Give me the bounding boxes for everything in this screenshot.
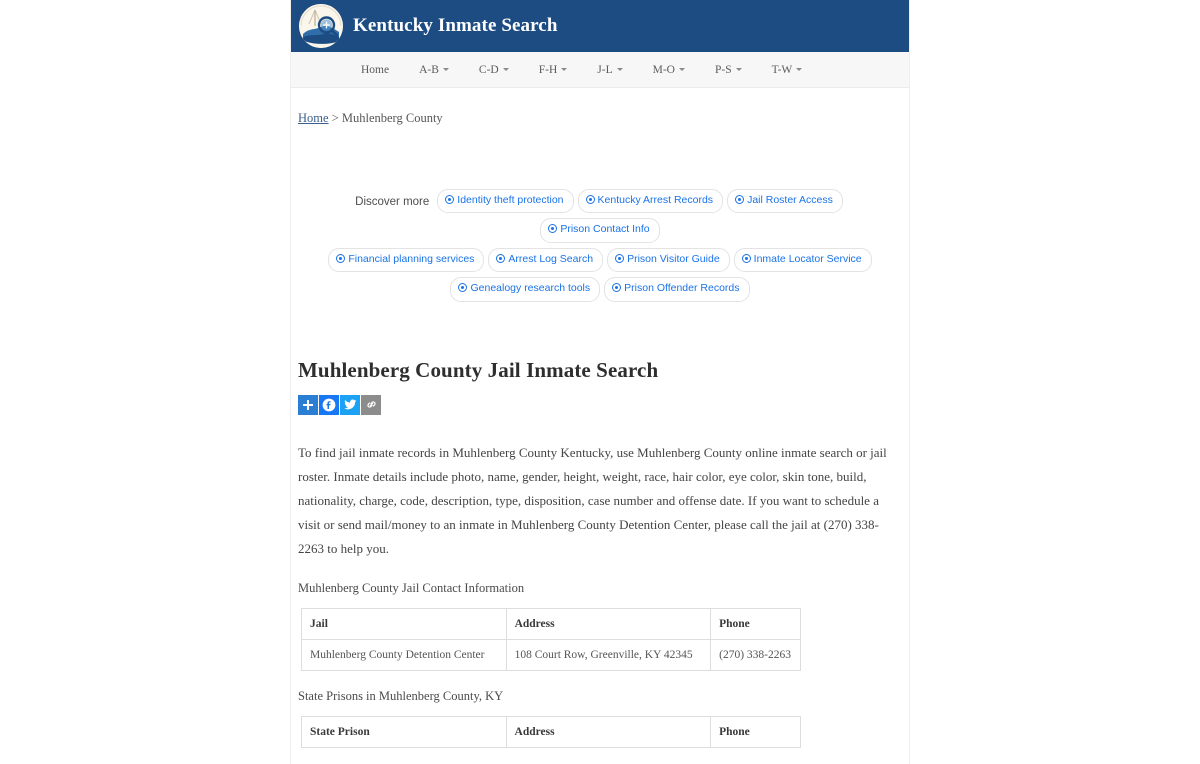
chevron-down-icon xyxy=(443,68,449,71)
discover-link-prison-visitor-guide[interactable] xyxy=(607,248,730,272)
table-header-row xyxy=(302,608,801,639)
facebook-share-icon[interactable] xyxy=(319,395,339,415)
discover-link-inmate-locator-service[interactable] xyxy=(734,248,872,272)
target-icon xyxy=(458,283,467,292)
site-logo-icon[interactable] xyxy=(299,4,343,48)
chevron-down-icon xyxy=(503,68,509,71)
twitter-share-icon[interactable] xyxy=(340,395,360,415)
chevron-down-icon xyxy=(561,68,567,71)
jail-contact-table xyxy=(301,608,801,671)
discover-link-label: Prison Offender Records xyxy=(624,282,740,295)
discover-link-label: Prison Visitor Guide xyxy=(627,252,720,265)
column-header-address: Address xyxy=(506,608,711,639)
table-header-row xyxy=(302,716,801,747)
ad-slot-top xyxy=(298,128,902,186)
copy-link-icon[interactable] xyxy=(361,395,381,415)
cell-jail-address: 108 Court Row, Greenville, KY 42345 xyxy=(506,639,711,670)
discover-link-arrest-log-search[interactable] xyxy=(488,248,603,272)
nav-item-label: M-O xyxy=(652,63,675,76)
nav-item-f-h[interactable] xyxy=(539,64,568,76)
site-header xyxy=(291,0,909,52)
target-icon xyxy=(496,254,505,263)
nav-item-p-s[interactable] xyxy=(715,64,742,76)
target-icon xyxy=(445,195,454,204)
breadcrumb-current: Muhlenberg County xyxy=(341,111,443,125)
discover-more-section xyxy=(298,186,902,304)
nav-item-t-w[interactable] xyxy=(772,64,803,76)
target-icon xyxy=(548,224,557,233)
column-header-phone: Phone xyxy=(711,716,801,747)
ad-slot-middle xyxy=(298,304,902,358)
chevron-down-icon xyxy=(617,68,623,71)
target-icon xyxy=(615,254,624,263)
discover-link-label: Prison Contact Info xyxy=(560,223,650,236)
breadcrumb xyxy=(298,88,902,128)
intro-paragraph: To find jail inmate records in Muhlenberg County Kentucky, use Muhlenberg County online inmate search or jail roster. Inmate details include photo, name, gender, height, weight, race, hair color, eye color, skin tone, build, nationality, charge, code, description, type, disposition, case number and offense date. If you want to schedule a visit or send mail/money to an inmate in Muhlenberg County Detention Center, please call the jail at (270) 338-2263 to help you. xyxy=(298,444,887,557)
nav-item-c-d[interactable] xyxy=(479,64,509,76)
page-title: Muhlenberg County Jail Inmate Search xyxy=(298,357,659,382)
nav-item-label: Home xyxy=(361,63,390,76)
nav-item-m-o[interactable] xyxy=(653,64,685,76)
addthis-share-icon[interactable] xyxy=(298,395,318,415)
state-prison-table xyxy=(301,716,801,748)
discover-link-label: Identity theft protection xyxy=(457,193,564,206)
target-icon xyxy=(735,195,744,204)
cell-jail-phone: (270) 338-2263 xyxy=(711,639,801,670)
page-container xyxy=(290,0,910,764)
prison-table-caption: State Prisons in Muhlenberg County, KY xyxy=(298,689,504,704)
discover-link-prison-offender-records[interactable] xyxy=(604,277,749,301)
discover-link-label: Inmate Locator Service xyxy=(753,252,862,265)
jail-table-caption: Muhlenberg County Jail Contact Information xyxy=(298,581,525,596)
discover-link-genealogy-research-tools[interactable] xyxy=(450,277,600,301)
nav-item-label: C-D xyxy=(478,63,499,76)
cell-jail-name: Muhlenberg County Detention Center xyxy=(302,639,507,670)
nav-item-a-b[interactable] xyxy=(419,64,449,76)
discover-link-label: Kentucky Arrest Records xyxy=(597,193,714,206)
discover-link-kentucky-arrest-records[interactable] xyxy=(578,189,724,213)
nav-item-j-l[interactable] xyxy=(597,64,622,76)
chevron-down-icon xyxy=(679,68,685,71)
nav-item-home[interactable] xyxy=(361,64,389,76)
chevron-down-icon xyxy=(736,68,742,71)
target-icon xyxy=(586,195,595,204)
column-header-phone: Phone xyxy=(711,608,801,639)
share-buttons xyxy=(298,395,902,415)
discover-link-label: Arrest Log Search xyxy=(508,252,594,265)
target-icon xyxy=(336,254,345,263)
nav-item-label: F-H xyxy=(538,63,558,76)
nav-item-label: T-W xyxy=(771,63,793,76)
chevron-down-icon xyxy=(796,68,802,71)
nav-item-label: J-L xyxy=(597,63,613,76)
breadcrumb-separator: > xyxy=(331,111,339,125)
table-row xyxy=(302,639,801,670)
main-nav xyxy=(291,52,909,88)
nav-item-label: P-S xyxy=(714,63,732,76)
discover-link-financial-planning-services[interactable] xyxy=(328,248,484,272)
discover-link-prison-contact-info[interactable] xyxy=(540,218,659,242)
column-header-jail: Jail xyxy=(302,608,507,639)
discover-more-label: Discover more xyxy=(355,195,430,208)
site-title: Kentucky Inmate Search xyxy=(353,15,558,36)
target-icon xyxy=(612,283,621,292)
column-header-state-prison: State Prison xyxy=(302,716,507,747)
main-content xyxy=(291,88,909,748)
discover-link-identity-theft-protection[interactable] xyxy=(437,189,573,213)
discover-link-label: Genealogy research tools xyxy=(470,282,591,295)
discover-link-jail-roster-access[interactable] xyxy=(727,189,843,213)
target-icon xyxy=(742,254,751,263)
discover-link-label: Jail Roster Access xyxy=(747,193,833,206)
column-header-address: Address xyxy=(506,716,711,747)
nav-item-label: A-B xyxy=(419,63,439,76)
breadcrumb-link-home[interactable]: Home xyxy=(298,111,329,125)
discover-link-label: Financial planning services xyxy=(348,252,475,265)
